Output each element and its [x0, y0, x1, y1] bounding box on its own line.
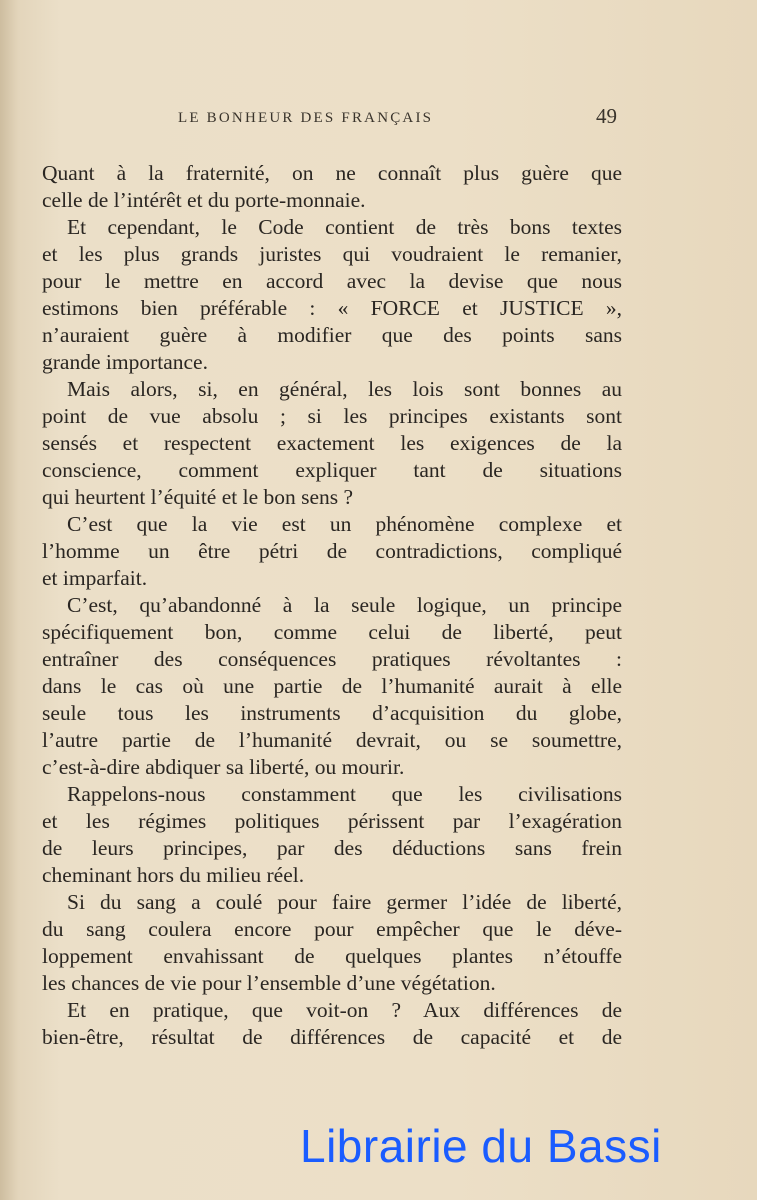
text-line: Rappelons-nous constamment que les civilisations	[67, 782, 622, 806]
text-line: qui heurtent l’équité et le bon sens ?	[42, 485, 354, 509]
text-line: pour le mettre en accord avec la devise que nous	[42, 269, 622, 293]
text-line: seule tous les instruments d’acquisition du globe,	[42, 701, 622, 725]
text-line: c’est-à-dire abdiquer sa liberté, ou mourir.	[42, 755, 405, 779]
text-line: n’auraient guère à modifier que des points sans	[42, 323, 622, 347]
text-line: C’est que la vie est un phénomène complexe et	[67, 512, 622, 536]
text-line: Quant à la fraternité, on ne connaît plus guère que	[42, 161, 622, 185]
text-line: Mais alors, si, en général, les lois sont bonnes au	[67, 377, 622, 401]
text-line: les chances de vie pour l’ensemble d’une végétation.	[42, 971, 496, 995]
text-line: l’homme un être pétri de contradictions, compliqué	[42, 539, 622, 563]
text-line: bien-être, résultat de différences de capacité et de	[42, 1025, 622, 1049]
text-line: sensés et respectent exactement les exigences de la	[42, 431, 622, 455]
text-line: Et en pratique, que voit-on ? Aux différences de	[67, 998, 622, 1022]
text-line: du sang coulera encore pour empêcher que le déve-	[42, 917, 622, 941]
text-line: point de vue absolu ; si les principes existants sont	[42, 404, 622, 428]
text-line: C’est, qu’abandonné à la seule logique, un principe	[67, 593, 622, 617]
text-line: et les régimes politiques périssent par l’exagération	[42, 809, 622, 833]
watermark: Librairie du Bassi	[300, 1120, 662, 1172]
text-line: et les plus grands juristes qui voudraient le remanier,	[42, 242, 622, 266]
text-line: loppement envahissant de quelques plantes n’étouffe	[42, 944, 622, 968]
text-line: dans le cas où une partie de l’humanité aurait à elle	[42, 674, 622, 698]
text-line: cheminant hors du milieu réel.	[42, 863, 305, 887]
page-number: 49	[596, 104, 617, 128]
text-line: estimons bien préférable : « FORCE et JUSTICE »,	[42, 296, 622, 320]
text-line: spécifiquement bon, comme celui de liberté, peut	[42, 620, 622, 644]
text-line: conscience, comment expliquer tant de situations	[42, 458, 622, 482]
text-line: entraîner des conséquences pratiques révoltantes :	[42, 647, 622, 671]
text-line: et imparfait.	[42, 566, 148, 590]
text-line: de leurs principes, par des déductions sans frein	[42, 836, 622, 860]
text-line: celle de l’intérêt et du porte-monnaie.	[42, 188, 366, 212]
running-title: LE BONHEUR DES FRANÇAIS	[178, 110, 434, 126]
text-line: l’autre partie de l’humanité devrait, ou se soumettre,	[42, 728, 622, 752]
text-line: Et cependant, le Code contient de très bons textes	[67, 215, 622, 239]
text-line: Si du sang a coulé pour faire germer l’idée de liberté,	[67, 890, 622, 914]
text-line: grande importance.	[42, 350, 208, 374]
